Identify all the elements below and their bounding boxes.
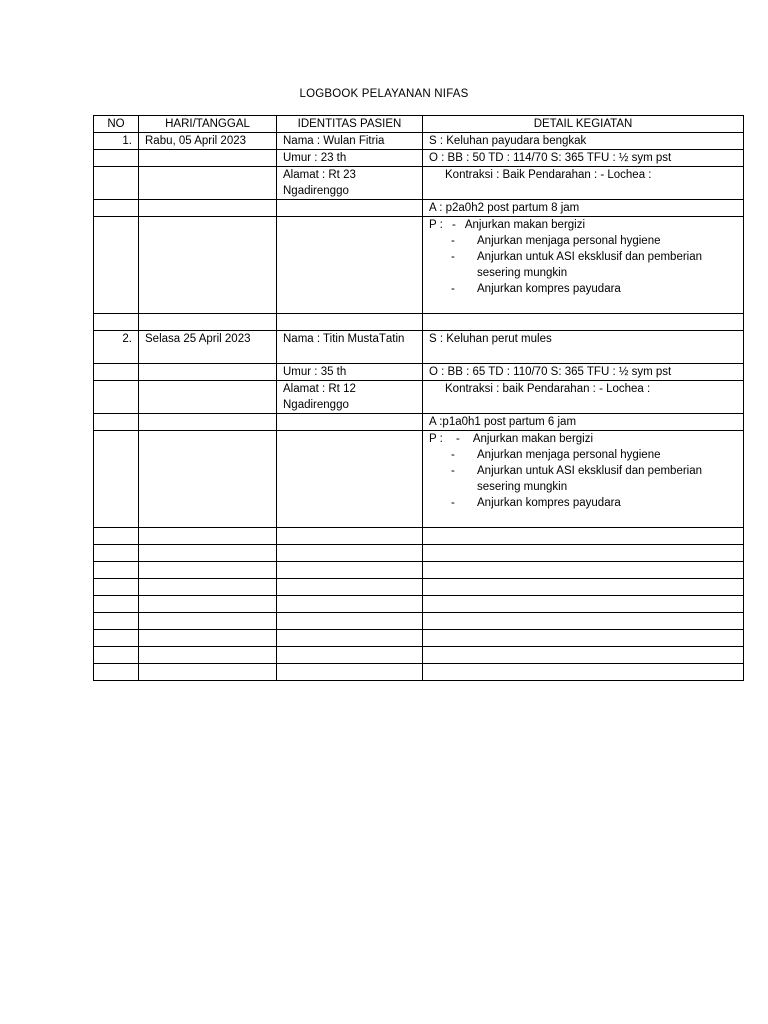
- assessment: A :p1a0h1 post partum 6 jam: [423, 414, 744, 431]
- objective: O : BB : 65 TD : 110/70 S: 365 TFU : ½ sym pst: [423, 364, 744, 381]
- patient-address: Alamat : Rt 12 Ngadirenggo: [277, 381, 423, 414]
- empty-row: [94, 664, 744, 681]
- patient-address: Alamat : Rt 23 Ngadirenggo: [277, 167, 423, 200]
- objective-continued: [423, 381, 744, 414]
- empty-row: [94, 579, 744, 596]
- objective-continued-text: Kontraksi : Baik Pendarahan : - Lochea :: [445, 169, 652, 181]
- table-row: [94, 133, 744, 150]
- patient-name: Nama : Titin MustaТatin: [277, 331, 423, 364]
- table-row: [94, 381, 744, 414]
- plan-list-item: - Anjurkan untuk ASI eksklusif dan pemberian sesering mungkin: [451, 251, 703, 279]
- table-row: [94, 167, 744, 200]
- header-detail: DETAIL KEGIATAN: [423, 116, 744, 133]
- table-row: [94, 431, 744, 528]
- header-row: [94, 116, 744, 133]
- plan-prefix: P :: [429, 433, 443, 445]
- plan-list-item: - Anjurkan menjaga personal hygiene: [451, 449, 661, 461]
- plan-first-line: [429, 431, 737, 447]
- table-row: [94, 150, 744, 167]
- header-identity: IDENTITAS PASIEN: [277, 116, 423, 133]
- plan-list-item: - Anjurkan menjaga personal hygiene: [451, 235, 661, 247]
- plan-item: Anjurkan makan bergizi: [464, 219, 586, 231]
- plan-item: Anjurkan makan bergizi: [472, 433, 594, 445]
- plan-dash: -: [451, 219, 456, 231]
- patient-name: Nama : Wulan Fitria: [277, 133, 423, 150]
- table-row: [94, 217, 744, 314]
- logbook-table: [93, 115, 744, 681]
- objective: O : BB : 50 TD : 114/70 S: 365 TFU : ½ sym pst: [423, 150, 744, 167]
- table-row: [94, 364, 744, 381]
- plan-list-item: - Anjurkan untuk ASI eksklusif dan pemberian sesering mungkin: [451, 465, 703, 493]
- entry-no: 1.: [94, 133, 139, 150]
- plan-list-item: - Anjurkan kompres payudara: [451, 497, 621, 509]
- empty-row: [94, 596, 744, 613]
- plan-dash: -: [455, 433, 460, 445]
- subjective: S : Keluhan perut mules: [423, 331, 744, 364]
- entry-date: Rabu, 05 April 2023: [139, 133, 277, 150]
- assessment: A : p2a0h2 post partum 8 jam: [423, 200, 744, 217]
- objective-continued-text: Kontraksi : baik Pendarahan : - Lochea :: [445, 383, 651, 395]
- patient-age: Umur : 35 th: [277, 364, 423, 381]
- header-date: HARI/TANGGAL: [139, 116, 277, 133]
- patient-age: Umur : 23 th: [277, 150, 423, 167]
- empty-row: [94, 545, 744, 562]
- empty-row: [94, 647, 744, 664]
- empty-row: [94, 528, 744, 545]
- plan-prefix: P :: [429, 219, 443, 231]
- table-row: [94, 314, 744, 331]
- plan: [423, 217, 744, 314]
- empty-row: [94, 613, 744, 630]
- plan: [423, 431, 744, 528]
- entry-date: Selasa 25 April 2023: [139, 331, 277, 364]
- header-no: NO: [94, 116, 139, 133]
- table-row: [94, 200, 744, 217]
- table-row: [94, 414, 744, 431]
- empty-row: [94, 630, 744, 647]
- empty-row: [94, 562, 744, 579]
- subjective: S : Keluhan payudara bengkak: [423, 133, 744, 150]
- table-row: [94, 331, 744, 364]
- entry-no: 2.: [94, 331, 139, 364]
- plan-list-item: - Anjurkan kompres payudara: [451, 283, 621, 295]
- objective-continued: [423, 167, 744, 200]
- plan-first-line: [429, 217, 737, 233]
- document-title: LOGBOOK PELAYANAN NIFAS: [299, 88, 469, 100]
